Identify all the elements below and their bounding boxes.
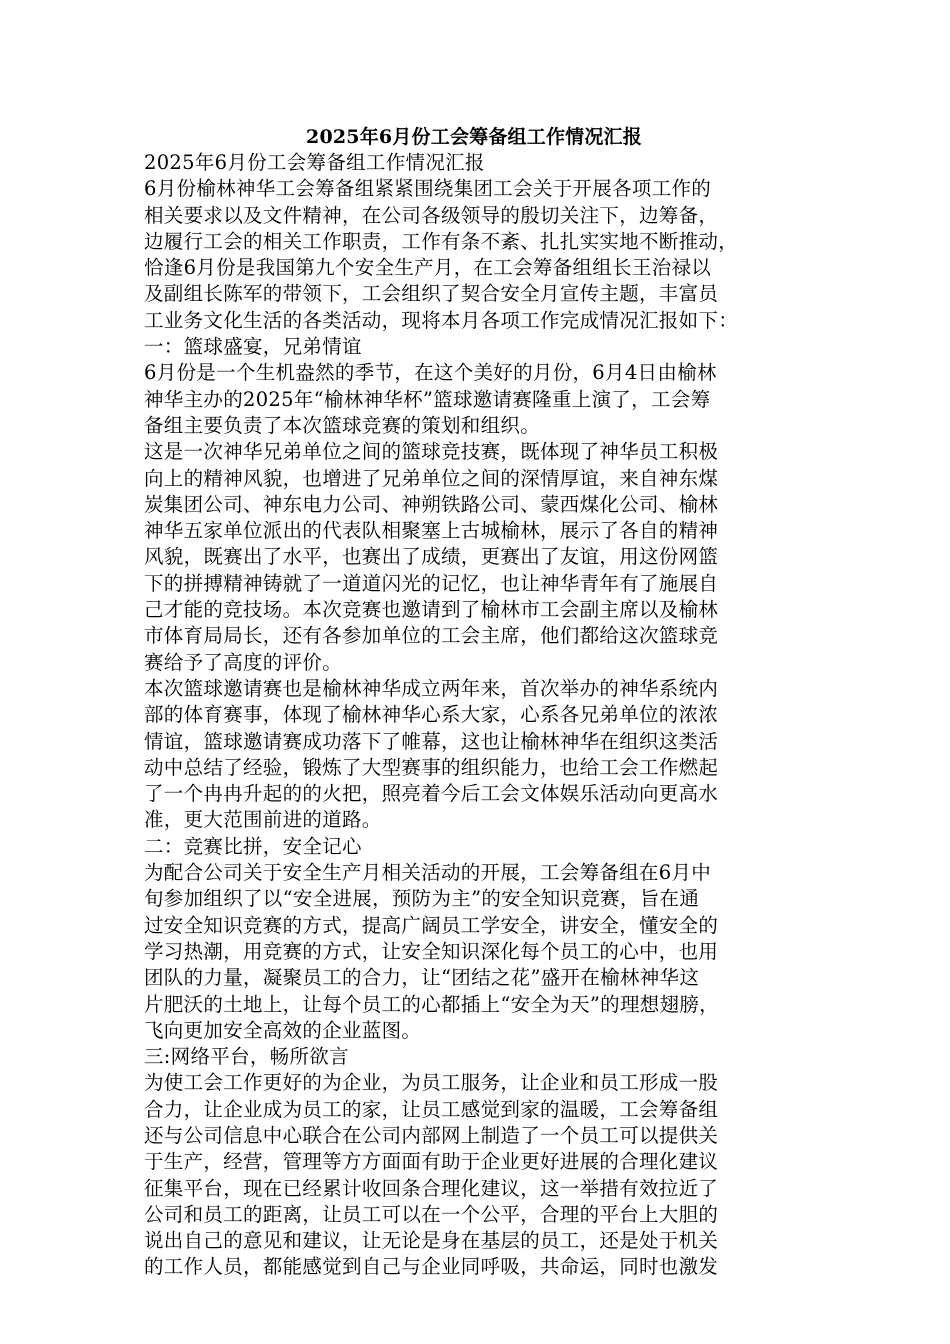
text-line: 神华五家单位派出的代表队相聚塞上古城榆林，展示了各自的精神 (144, 519, 719, 543)
text-line: 团队的力量，凝聚员工的合力，让“团结之花”盛开在榆林神华这 (144, 966, 700, 990)
text-line: 边履行工会的相关工作职责，工作有条不紊、扎扎实实地不断推动， (144, 229, 739, 253)
text-line: 相关要求以及文件精神，在公司各级领导的殷切关注下，边筹备， (144, 203, 719, 227)
text-line: 准，更大范围前进的道路。 (144, 808, 382, 832)
text-line: 公司和员工的距离，让员工可以在一个公平，合理的平台上大胆的 (144, 1202, 719, 1226)
text-line: 工业务文化生活的各类活动，现将本月各项工作完成情况汇报如下： (144, 308, 739, 332)
text-line: 6月份榆林神华工会筹备组紧紧围绕集团工会关于开展各项工作的 (144, 177, 712, 201)
text-line: 学习热潮，用竞赛的方式，让安全知识深化每个员工的心中，也用 (144, 939, 719, 963)
text-line: 风貌，既赛出了水平，也赛出了成绩，更赛出了友谊，用这份网篮 (144, 545, 719, 569)
text-line: 征集平台，现在已经累计收回条合理化建议，这一举措有效拉近了 (144, 1176, 719, 1200)
text-line: 部的体育赛事，体现了榆林神华心系大家，心系各兄弟单位的浓浓 (144, 703, 719, 727)
text-line: 过安全知识竞赛的方式，提高广阔员工学安全，讲安全，懂安全的 (144, 913, 719, 937)
text-line: 及副组长陈军的带领下，工会组织了契合安全月宣传主题，丰富员 (144, 282, 719, 306)
text-line: 备组主要负责了本次篮球竞赛的策划和组织。 (144, 413, 541, 437)
text-line: 炭集团公司、神东电力公司、神朔铁路公司、蒙西煤化公司、榆林 (144, 492, 719, 516)
text-line: 的工作人员，都能感觉到自己与企业同呼吸，共命运，同时也激发 (144, 1255, 719, 1279)
text-line: 神华主办的2025年“榆林神华杯”篮球邀请赛隆重上演了，工会筹 (144, 387, 711, 411)
text-line: 情谊，篮球邀请赛成功落下了帷幕，这也让榆林神华在组织这类活 (144, 729, 719, 753)
text-line: 动中总结了经验，锻炼了大型赛事的组织能力，也给工会工作燃起 (144, 755, 719, 779)
document-page (144, 124, 804, 1281)
text-line: 己才能的竞技场。本次竞赛也邀请到了榆林市工会副主席以及榆林 (144, 598, 719, 622)
text-line: 这是一次神华兄弟单位之间的篮球竞技赛，既体现了神华员工积极 (144, 440, 719, 464)
text-line: 本次篮球邀请赛也是榆林神华成立两年来，首次举办的神华系统内 (144, 676, 719, 700)
text-line: 为使工会工作更好的为企业，为员工服务，让企业和员工形成一股 (144, 1071, 719, 1095)
text-line: 合力，让企业成为员工的家，让员工感觉到家的温暖，工会筹备组 (144, 1097, 719, 1121)
text-line: 6月份是一个生机盎然的季节，在这个美好的月份，6月4日由榆林 (144, 361, 717, 385)
document-body (144, 150, 804, 1281)
text-line: 说出自己的意见和建议，让无论是身在基层的员工，还是处于机关 (144, 1229, 719, 1253)
text-line: 了一个冉冉升起的的火把，照亮着今后工会文体娱乐活动向更高水 (144, 782, 719, 806)
text-line: 片肥沃的土地上，让每个员工的心都插上“安全为天”的理想翅膀， (144, 992, 719, 1016)
text-line: 旬参加组织了以“安全进展，预防为主”的安全知识竞赛，旨在通 (144, 887, 700, 911)
text-line: 还与公司信息中心联合在公司内部网上制造了一个员工可以提供关 (144, 1123, 719, 1147)
text-line: 赛给予了高度的评价。 (144, 650, 343, 674)
text-line: 向上的精神风貌，也增进了兄弟单位之间的深情厚谊，来自神东煤 (144, 466, 719, 490)
text-line: 恰逢6月份是我国第九个安全生产月，在工会筹备组组长王治禄以 (144, 256, 712, 280)
text-line: 于生产，经营，管理等方方面面有助于企业更好进展的合理化建议 (144, 1150, 719, 1174)
text-line: 二：竞赛比拼，安全记心 (144, 834, 362, 858)
text-line: 2025年6月份工会筹备组工作情况汇报 (144, 151, 485, 174)
document-title: 2025年6月份工会筹备组工作情况汇报 (306, 126, 642, 148)
text-line: 下的拼搏精神铸就了一道道闪光的记忆，也让神华青年有了施展自 (144, 571, 719, 595)
text-line: 三:网络平台，畅所欲言 (144, 1045, 349, 1069)
text-line: 飞向更加安全高效的企业蓝图。 (144, 1018, 422, 1042)
text-line: 市体育局局长，还有各参加单位的工会主席，他们都给这次篮球竞 (144, 624, 719, 648)
text-line: 一：篮球盛宴，兄弟情谊 (144, 335, 362, 359)
text-line: 为配合公司关于安全生产月相关活动的开展，工会筹备组在6月中 (144, 861, 712, 885)
